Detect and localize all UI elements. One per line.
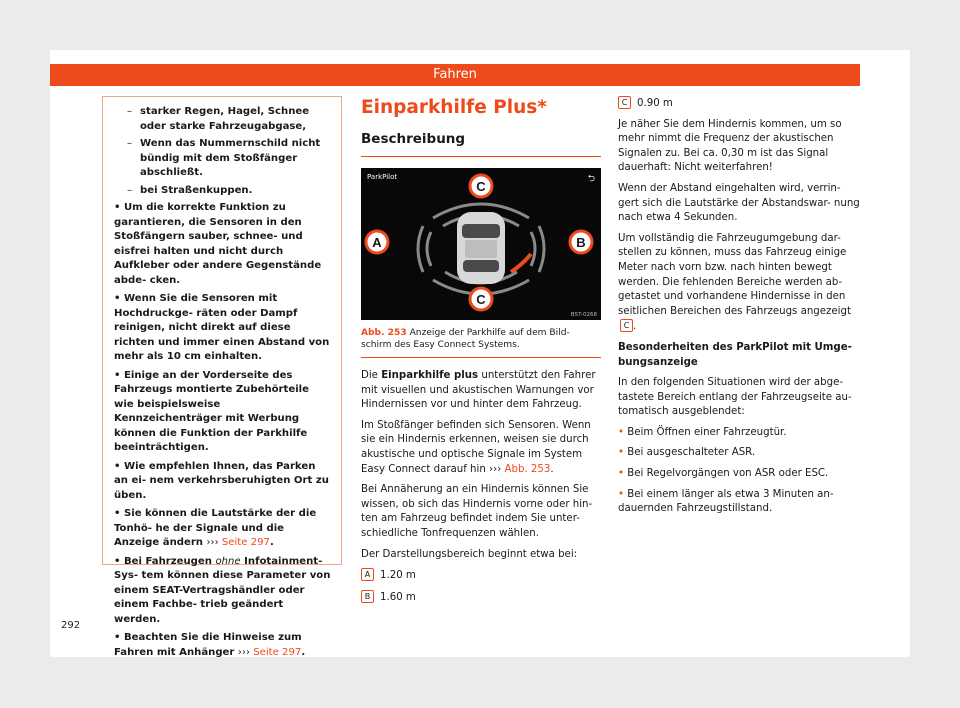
left-arc-outer <box>418 226 423 272</box>
page-link[interactable]: ››› Seite 297 <box>206 537 270 548</box>
list-item: • Bei ausgeschalteter ASR. <box>618 447 756 459</box>
back-icon: ⮌ <box>587 174 595 184</box>
paragraph: Je näher Sie dem Hindernis kommen, um so mehr nimmt die Frequenz der akustischen Signalen zu. Bei ca. 0,30 m ist das Signal dauerhaft: Nicht weiterfahren! <box>618 118 842 174</box>
paragraph: Bei Annäherung an ein Hindernis können Sie wissen, ob sich das Hindernis vorne oder hin- ten am Fahrzeug befindet indem Sie unter- schiedliche Tonfrequenzen wählen. <box>361 484 593 539</box>
screen-title: ParkPilot <box>367 173 398 181</box>
label-left: A <box>372 235 382 250</box>
left-arc-inner <box>427 232 431 266</box>
label-c-badge: C <box>618 96 631 109</box>
warning-bullet: • Wenn Sie die Sensoren mit Hochdruckge- räten oder Dampf reinigen, nicht direkt auf diese richten und immer einen Abstand von mehr als 10 cm einhalten. <box>114 293 330 362</box>
label-right: B <box>576 235 586 250</box>
list-item: • Bei Regelvorgängen von ASR oder ESC. <box>618 468 829 480</box>
label-front: C <box>476 179 486 194</box>
figure-code: B5T-0268 <box>570 312 597 318</box>
parkpilot-figure <box>361 168 601 320</box>
right-column <box>618 96 860 523</box>
section-title: Einparkhilfe Plus* <box>361 97 547 118</box>
middle-column <box>361 96 601 611</box>
warning-bullet: • Bei Fahrzeugen ohne Infotainment-Sys- tem können diese Parameter von einem SEAT-Vertragshändler oder einem Fachbe- trieb geändert werden. <box>114 555 331 625</box>
measure-c: C 0.90 m <box>618 96 860 112</box>
list-item: – bei Straßenkuppen. <box>127 184 253 196</box>
paragraph: Die Einparkhilfe plus unterstützt den Fahrer mit visuellen und akustischen Warnungen vor Hindernissen vor und hinter dem Fahrzeug. <box>361 370 596 411</box>
page-link[interactable]: ››› Seite 297 <box>237 646 302 658</box>
section-subtitle: Beschreibung <box>361 131 466 147</box>
paragraph: Der Darstellungsbereich beginnt etwa bei: <box>361 548 578 560</box>
list-item: • Beim Öffnen einer Fahrzeugtür. <box>618 426 787 438</box>
car-icon <box>457 212 505 284</box>
paragraph: Im Stoßfänger befinden sich Sensoren. Wenn sie ein Hindernis erkennen, weisen sie durch akustische und optische Signale im System Easy Connect darauf hin ››› Abb. 253. <box>361 419 591 475</box>
figure-link[interactable]: ››› Abb. 253 <box>489 463 551 475</box>
measure-b: B 1.60 m <box>361 590 601 606</box>
warning-zone-active <box>511 254 531 272</box>
list-item: – Wenn das Nummernschild nicht bündig mit dem Stoßfänger abschließt. <box>127 138 321 178</box>
list-item: – starker Regen, Hagel, Schnee oder starke Fahrzeugabgase, <box>127 106 310 132</box>
warning-bullet: • Einige an der Vorderseite des Fahrzeugs montierte Zubehörteile wie beispielsweise Kennzeichenträger mit Werbung können die Funktion der Parkhilfe beeinträchtigen. <box>114 369 309 453</box>
warning-bullet: • Sie können die Lautstärke der die Tonhö- he der Signale und die Anzeige ändern ››› Seite 297. <box>114 508 317 548</box>
paragraph: In den folgenden Situationen wird der abge- tastete Bereich entlang der Fahrzeugseite au- tomatisch ausgeblendet: <box>618 377 852 418</box>
label-c-badge: C <box>620 319 633 332</box>
right-arc-outer <box>539 226 544 272</box>
label-b-badge: B <box>361 590 374 603</box>
warning-bullet: • Wie empfehlen Ihnen, das Parken an ei- nem verkehrsberuhigten Ort zu üben. <box>114 460 329 501</box>
warning-box <box>102 96 342 658</box>
divider <box>361 156 601 157</box>
warning-bullet: • Beachten Sie die Hinweise zum Fahren mit Anhänger ››› Seite 297. <box>114 632 306 658</box>
page-number: 292 <box>61 620 81 631</box>
paragraph: Um vollständig die Fahrzeugumgebung dar- stellen zu können, muss das Fahrzeug einige Meter nach vorn bzw. nach hinten bewegt werden. Die fehlenden Bereiche werden ab- getastet und vorhandene Hindernisse in den seitlichen Bereichen des Fahrzeugs angezeigt C . <box>618 232 851 333</box>
figure-caption: Abb. 253 Anzeige der Parkhilfe auf dem Bild- schirm des Easy Connect Systems. <box>361 325 601 358</box>
middle-body <box>361 369 601 605</box>
paragraph: Wenn der Abstand eingehalten wird, verrin- gert sich die Lautstärke der Abstandswar- nung nach etwa 4 Sekunden. <box>618 182 860 224</box>
measure-a: A 1.20 m <box>361 568 601 584</box>
chapter-header: Fahren <box>50 64 860 86</box>
subsection-title: Besonderheiten des ParkPilot mit Umge- bungsanzeige <box>618 341 852 368</box>
label-rear: C <box>476 292 486 307</box>
warning-bullet: • Um die korrekte Funktion zu garantieren, die Sensoren in den Stoßfängern sauber, schnee- und eisfrei halten und nicht durch Aufkleber oder andere Gegenstände abde- cken. <box>114 202 322 286</box>
list-item: • Bei einem länger als etwa 3 Minuten an- dauernden Fahrzeugstillstand. <box>618 488 834 515</box>
label-a-badge: A <box>361 568 374 581</box>
right-arc-inner <box>531 232 535 266</box>
parkpilot-diagram <box>361 168 601 320</box>
